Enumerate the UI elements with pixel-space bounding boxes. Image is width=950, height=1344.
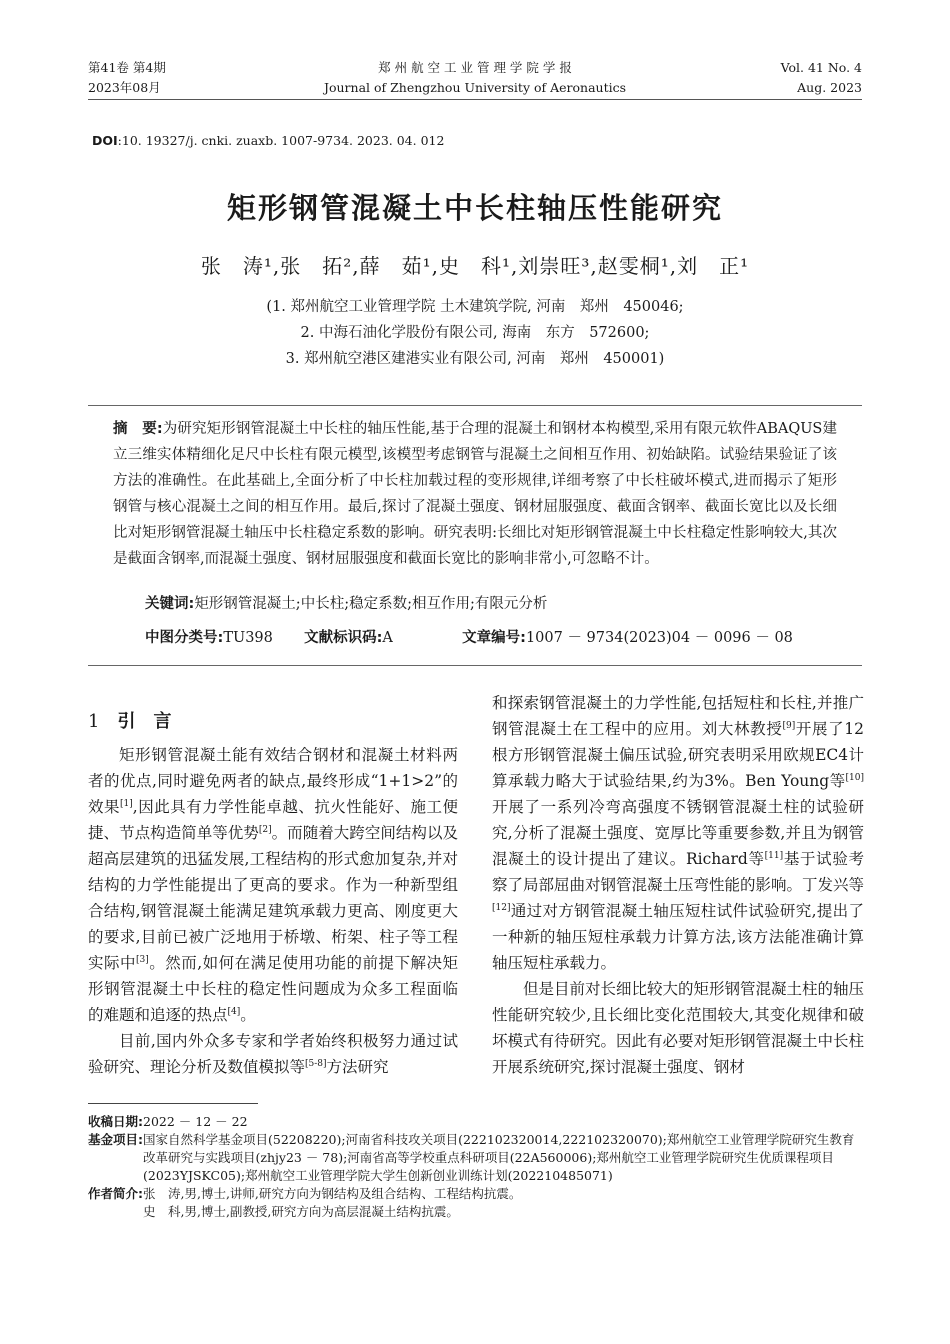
doc-code-label: 文献标识码: (304, 630, 383, 646)
citation-10[interactable]: [10] (845, 772, 864, 783)
header-rule (88, 99, 862, 100)
citation-3[interactable]: [3] (135, 954, 149, 965)
section-number: 1 (88, 711, 100, 732)
citation-11[interactable]: [11] (764, 850, 784, 861)
volume-issue-cn: 第41卷 第4期 (88, 60, 166, 75)
doi-label: DOI (92, 133, 118, 148)
doi-value: :10. 19327/j. cnki. zuaxb. 1007-9734. 2023. 04. 012 (117, 133, 445, 148)
keywords (145, 593, 837, 615)
affiliation-1: (1. 郑州航空工业管理学院 土木建筑学院, 河南 郑州 450046; (266, 299, 684, 315)
affiliation-3: 3. 郑州航空港区建港实业有限公司, 河南 郑州 450001) (285, 351, 665, 367)
citation-9[interactable]: [9] (782, 720, 796, 731)
volume-issue-en: Vol. 41 No. 4 (780, 60, 862, 75)
clc-value: TU398 (223, 630, 273, 646)
keywords-text: 矩形钢管混凝土;中长柱;稳定系数;相互作用;有限元分析 (194, 596, 548, 612)
section-heading-1 (88, 707, 171, 733)
journal-name-en: Journal of Zhengzhou University of Aeronautics (323, 80, 627, 95)
date-en: Aug. 2023 (797, 80, 862, 95)
footnote-rule (88, 1103, 258, 1104)
author-bio-1: 张 涛,男,博士,讲师,研究方向为钢结构及组合结构、工程结构抗震。 (143, 1186, 522, 1201)
author-bio: 作者简介: 张 涛,男,博士,讲师,研究方向为钢结构及组合结构、工程结构抗震。 史 科,男,博士,副教授,研究方向为高层混凝土结构抗震。 (88, 1185, 862, 1221)
abstract (113, 416, 837, 572)
citation-12[interactable]: [12] (492, 902, 511, 913)
citation-1[interactable]: [1] (120, 798, 133, 809)
right-column (492, 690, 864, 1080)
paragraph-2-cont: 和探索钢管混凝土的力学性能,包括短柱和长柱,并推广钢管混凝土在工程中的应用。刘大林教授[9]开展了12根方形钢管混凝土偏压试验,研究表明采用欧规EC4计算承载力略大于试验结果,约为3%。Ben Young等[10]开展了一系列冷弯高强度不锈钢管混凝土柱的试验研究,分析了混凝土强度、宽厚比等重要参数,并且为钢管混凝土的设计提出了建议。Richard等[11]基于试验考察了局部屈曲对钢管混凝土压弯性能的影响。丁发兴等[12]通过对方钢管混凝土轴压短柱试件试验研究,提出了一种新的轴压短柱承载力计算方法,该方法能准确计算轴压短柱承载力。 (492, 694, 865, 972)
abstract-text: 为研究矩形钢管混凝土中长柱的轴压性能,基于合理的混凝土和钢材本构模型,采用有限元软件ABAQUS建立三维实体精细化足尺中长柱有限元模型,该模型考虑钢管与混凝土之间相互作用、初始缺陷。试验结果验证了该方法的准确性。在此基础上,全面分析了中长柱加载过程的变形规律,详细考察了中长柱破坏模式,进而揭示了矩形钢管与核心混凝土之间的相互作用。最后,探讨了混凝土强度、钢材屈服强度、截面含钢率、截面长宽比以及长细比对矩形钢管混凝土轴压中长柱稳定系数的影响。研究表明:长细比对矩形钢管混凝土中长柱稳定性影响较大,其次是截面含钢率,而混凝土强度、钢材屈服强度和截面长宽比的影响非常小,可忽略不计。 (113, 421, 837, 567)
fund-projects: 基金项目: 国家自然科学基金项目(52208220);河南省科技攻关项目(222102320014,222102320070);郑州航空工业管理学院研究生教育改革研究与实践项目(zhjy23 － 78);河南省高等学校重点科研项目(22A560006);郑州航空工业管理学院研究生优质课程项目(2023YJSKC05);郑州航空工业管理学院大学生创新创业训练计划(202210485071) (88, 1132, 855, 1183)
footnotes (88, 1113, 862, 1221)
date-cn: 2023年08月 (88, 80, 161, 95)
article-number-value: 1007 － 9734(2023)04 － 0096 － 08 (525, 630, 793, 646)
citation-4[interactable]: [4] (227, 1006, 241, 1017)
header-center (300, 58, 650, 98)
abstract-top-rule (88, 405, 862, 406)
header-left (88, 58, 166, 98)
abstract-label: 摘 要: (113, 421, 163, 437)
header-right (781, 58, 862, 98)
journal-name-cn: 郑 州 航 空 工 业 管 理 学 院 学 报 (378, 60, 572, 75)
citation-2[interactable]: [2] (258, 824, 272, 835)
author-bio-2: 史 科,男,博士,副教授,研究方向为高层混凝土结构抗震。 (143, 1204, 459, 1219)
section-title: 引 言 (117, 711, 172, 732)
paragraph-3: 但是目前对长细比较大的矩形钢管混凝土柱的轴压性能研究较少,且长细比变化范围较大,其变化规律和破坏模式有待研究。因此有必要对矩形钢管混凝土中长柱开展系统研究,探讨混凝土强度、钢材 (492, 980, 865, 1076)
paragraph-2: 目前,国内外众多专家和学者始终积极努力通过试验研究、理论分析及数值模拟等[5-8]方法研究 (88, 1032, 458, 1076)
affiliation-2: 2. 中海石油化学股份有限公司, 海南 东方 572600; (300, 325, 650, 341)
clc-label: 中图分类号: (145, 630, 224, 646)
article-number-label: 文章编号: (462, 630, 526, 646)
received-date: 收稿日期: 2022 － 12 － 22 (88, 1114, 248, 1129)
doc-code-value: A (382, 630, 393, 646)
keywords-label: 关键词: (145, 596, 195, 612)
paper-title: 矩形钢管混凝土中长柱轴压性能研究 (226, 191, 723, 225)
author-list: 张 涛¹,张 拓²,薛 茹¹,史 科¹,刘崇旺³,赵雯桐¹,刘 正¹ (200, 254, 750, 278)
classification-row (145, 627, 837, 649)
abstract-bottom-rule (88, 665, 862, 666)
paragraph-1: 矩形钢管混凝土能有效结合钢材和混凝土材料两者的优点,同时避免两者的缺点,最终形成“1+1>2”的效果[1],因此具有力学性能卓越、抗火性能好、施工便捷、节点构造简单等优势[2]。而随着大跨空间结构以及超高层建筑的迅猛发展,工程结构的形式愈加复杂,并对结构的力学性能提出了更高的要求。作为一种新型组合结构,钢管混凝土能满足建筑承载力更高、刚度更大的要求,目前已被广泛地用于桥墩、桁架、柱子等工程实际中[3]。然而,如何在满足使用功能的前提下解决矩形钢管混凝土中长柱的稳定性问题成为众多工程面临的难题和追逐的热点[4]。 (88, 746, 458, 1024)
doi-line (92, 133, 444, 148)
citation-5-8[interactable]: [5-8] (305, 1058, 327, 1069)
left-column (88, 742, 458, 1080)
affiliations (88, 294, 862, 372)
